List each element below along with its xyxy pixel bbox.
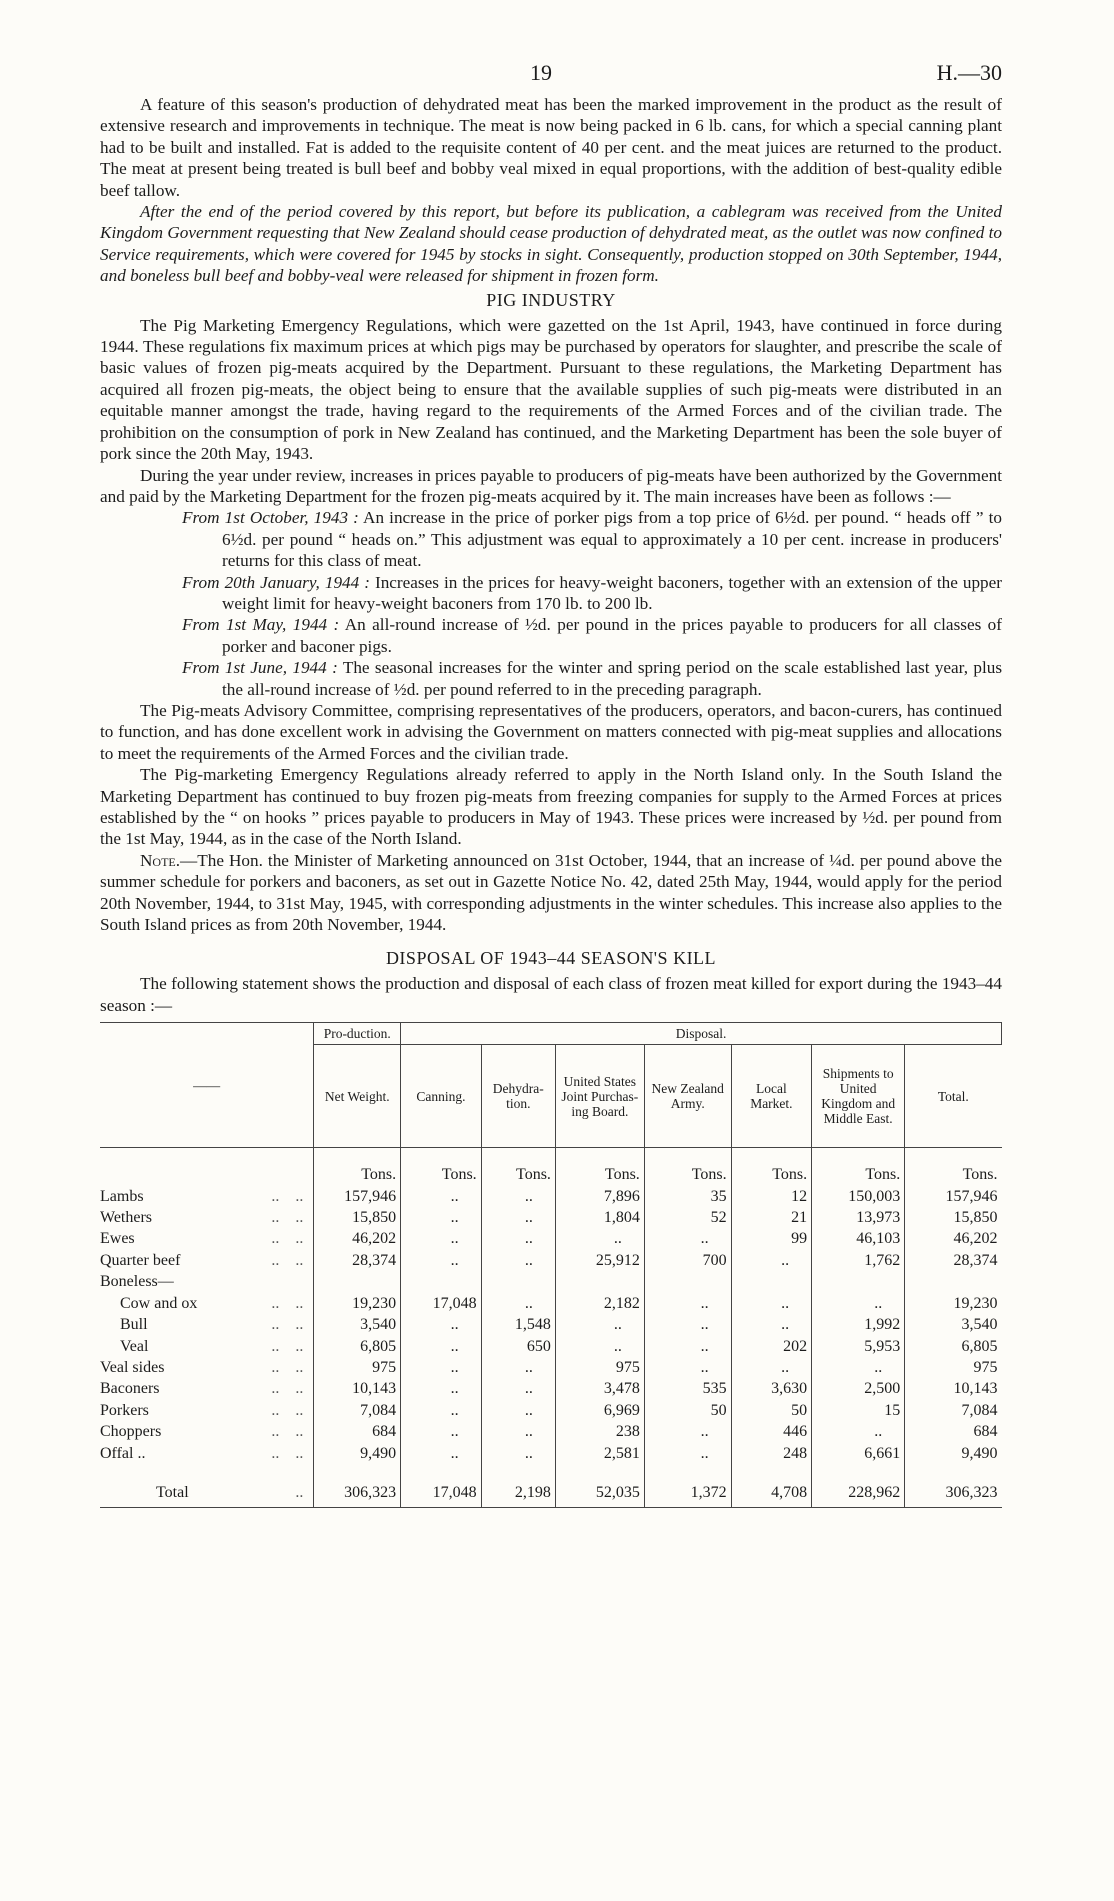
value-cell: 2,182 (555, 1293, 644, 1314)
value-cell: 52 (644, 1207, 731, 1228)
value-cell: 975 (314, 1357, 401, 1378)
increase-text: An increase in the price of porker pigs from a top price of 6½d. per pound. “ heads off ” to 6½d. per pound “ heads on.” This adjustment was equal to approximately a 10 per cent. increase in producers' returns for this class of meat. (222, 508, 1002, 571)
unit-cell: Tons. (905, 1148, 1002, 1186)
value-cell: 13,973 (812, 1207, 905, 1228)
value-cell: 19,230 (314, 1293, 401, 1314)
value-cell: 7,896 (555, 1186, 644, 1207)
document-page (100, 60, 1002, 1508)
row-label: Boneless— (100, 1273, 174, 1291)
note-label: Note. (140, 850, 181, 870)
value-cell: .. (644, 1228, 731, 1249)
value-cell: 150,003 (812, 1186, 905, 1207)
value-cell (314, 1271, 401, 1292)
table-row (100, 1378, 1002, 1399)
col-header-net-weight: Net Weight. (314, 1045, 401, 1148)
value-cell: 6,805 (314, 1336, 401, 1357)
value-cell: 17,048 (401, 1293, 482, 1314)
value-cell: 684 (314, 1421, 401, 1442)
table-row (100, 1336, 1002, 1357)
table-row (100, 1186, 1002, 1207)
page-number: 19 (530, 60, 552, 85)
row-label-cell (100, 1271, 314, 1292)
table-row (100, 1357, 1002, 1378)
leader-dots: .. .. (271, 1230, 304, 1248)
value-cell: 157,946 (314, 1186, 401, 1207)
value-cell: 446 (731, 1421, 812, 1442)
value-cell: .. (401, 1378, 482, 1399)
increase-item (182, 614, 1002, 657)
row-label-cell (100, 1186, 314, 1207)
value-cell: .. (812, 1357, 905, 1378)
leader-dots: .. .. (271, 1209, 304, 1227)
table-row (100, 1293, 1002, 1314)
value-cell: .. (401, 1186, 482, 1207)
row-label-cell (100, 1228, 314, 1249)
value-cell: .. (644, 1293, 731, 1314)
col-header-total: Total. (905, 1045, 1002, 1148)
increase-date: From 1st May, 1944 : (182, 615, 340, 635)
table-row (100, 1400, 1002, 1421)
value-cell: .. (481, 1186, 555, 1207)
row-label: Ewes (100, 1230, 135, 1248)
group-production: Pro-duction. (314, 1023, 401, 1045)
col-header-us-board: United States Joint Purchas-ing Board. (555, 1045, 644, 1148)
increase-item (182, 507, 1002, 571)
leader-dots: .. .. (271, 1316, 304, 1334)
group-disposal: Disposal. (401, 1023, 1002, 1045)
value-cell: .. (644, 1336, 731, 1357)
table-row (100, 1314, 1002, 1335)
value-cell: 28,374 (905, 1250, 1002, 1271)
row-label-cell (100, 1400, 314, 1421)
row-label: Veal (120, 1337, 149, 1355)
value-cell: 535 (644, 1378, 731, 1399)
value-cell: 3,540 (905, 1314, 1002, 1335)
col-header-canning: Canning. (401, 1045, 482, 1148)
value-cell: .. (481, 1250, 555, 1271)
value-cell: 306,323 (314, 1464, 401, 1508)
value-cell: .. (555, 1314, 644, 1335)
value-cell: 7,084 (314, 1400, 401, 1421)
row-label: Lambs (100, 1187, 144, 1205)
leader-dots: .. .. (271, 1423, 304, 1441)
value-cell: .. (644, 1314, 731, 1335)
value-cell: .. (401, 1228, 482, 1249)
paragraph-price-increases: During the year under review, increases in prices payable to producers of pig-meats have been authorized by the Government and paid by the Marketing Department for the frozen pig-meats acquired by it. The main increases have been as follows :— (100, 465, 1002, 506)
value-cell: 228,962 (812, 1464, 905, 1508)
value-cell: 157,946 (905, 1186, 1002, 1207)
row-label-cell (100, 1314, 314, 1335)
increase-date: From 1st October, 1943 : (182, 508, 359, 528)
value-cell: 6,805 (905, 1336, 1002, 1357)
document-reference: H.—30 (936, 60, 1002, 85)
value-cell: 46,202 (314, 1228, 401, 1249)
value-cell: 7,084 (905, 1400, 1002, 1421)
value-cell: 15,850 (905, 1207, 1002, 1228)
value-cell: 238 (555, 1421, 644, 1442)
row-label-cell (100, 1464, 314, 1508)
heading-disposal: DISPOSAL OF 1943–44 SEASON'S KILL (385, 948, 717, 969)
value-cell: 3,540 (314, 1314, 401, 1335)
row-label: Veal sides (100, 1358, 165, 1376)
value-cell: 700 (644, 1250, 731, 1271)
value-cell: .. (481, 1357, 555, 1378)
increase-date: From 20th January, 1944 : (182, 572, 370, 592)
value-cell: .. (481, 1378, 555, 1399)
page-header (100, 60, 1002, 94)
leader-dots: .. .. (271, 1380, 304, 1398)
note-text: —The Hon. the Minister of Marketing announced on 31st October, 1944, that an increase of ¼d. per pound above the summer schedule for porkers and baconers, as set out in Gazette Notice No. 42, dated 25th May, 1944, would apply for the period 20th November, 1944, to 31st May, 1945, with corresponding adjustments in the winter schedules. This increase also applies to the South Island prices as from 20th November, 1944. (100, 850, 1002, 935)
leader-dots: .. .. (271, 1401, 304, 1419)
paragraph-advisory-committee: The Pig-meats Advisory Committee, comprising representatives of the producers, operators, and bacon-curers, has continued to function, and has done excellent work in advising the Government on matters connected with pig-meat supplies and allocations to meet the requirements of the Armed Forces and the civilian trade. (100, 700, 1002, 763)
leader-dots: .. .. (271, 1358, 304, 1376)
total-row (100, 1464, 1002, 1508)
leader-dots: .. (295, 1483, 304, 1501)
row-label-cell (100, 1443, 314, 1464)
value-cell: 50 (731, 1400, 812, 1421)
value-cell: 1,804 (555, 1207, 644, 1228)
value-cell: 202 (731, 1336, 812, 1357)
table-row (100, 1271, 1002, 1292)
row-label-cell (100, 1421, 314, 1442)
increase-text: The seasonal increases for the winter and spring period on the scale established last year, plus the all-round increase of ½d. per pound referred to in the preceding paragraph. (222, 658, 1003, 699)
value-cell: .. (731, 1250, 812, 1271)
value-cell: .. (401, 1207, 482, 1228)
leader-dots: .. .. (271, 1294, 304, 1312)
value-cell: 650 (481, 1336, 555, 1357)
table-body (100, 1148, 1002, 1508)
value-cell: .. (644, 1443, 731, 1464)
leader-dots: .. .. (271, 1444, 304, 1462)
value-cell: .. (401, 1357, 482, 1378)
row-label: Offal .. (100, 1444, 146, 1462)
value-cell: 10,143 (314, 1378, 401, 1399)
value-cell: .. (644, 1357, 731, 1378)
row-label-cell (100, 1250, 314, 1271)
value-cell: .. (812, 1293, 905, 1314)
value-cell: 19,230 (905, 1293, 1002, 1314)
row-label-cell (100, 1207, 314, 1228)
value-cell: 4,708 (731, 1464, 812, 1508)
row-label: Baconers (100, 1380, 160, 1398)
value-cell: 52,035 (555, 1464, 644, 1508)
value-cell: .. (481, 1293, 555, 1314)
value-cell: 248 (731, 1443, 812, 1464)
value-cell: 1,372 (644, 1464, 731, 1508)
value-cell (812, 1271, 905, 1292)
value-cell: 28,374 (314, 1250, 401, 1271)
value-cell: .. (481, 1207, 555, 1228)
table-row (100, 1421, 1002, 1442)
value-cell: 3,478 (555, 1378, 644, 1399)
units-row (100, 1148, 1002, 1186)
value-cell: .. (555, 1336, 644, 1357)
value-cell: 46,103 (812, 1228, 905, 1249)
value-cell: 6,661 (812, 1443, 905, 1464)
unit-cell: Tons. (481, 1148, 555, 1186)
value-cell: 35 (644, 1186, 731, 1207)
table-corner: —— (100, 1023, 314, 1148)
row-label-cell (100, 1378, 314, 1399)
paragraph-cablegram: After the end of the period covered by this report, but before its publication, a cablegram was received from the United Kingdom Government requesting that New Zealand should cease production of dehydrated meat, as the outlet was now confined to Service requirements, which were covered for 1945 by stocks in sight. Consequently, production stopped on 30th September, 1944, and boneless bull beef and bobby-veal were released for shipment in frozen form. (100, 202, 1002, 286)
value-cell: .. (481, 1443, 555, 1464)
value-cell: 3,630 (731, 1378, 812, 1399)
value-cell: 975 (905, 1357, 1002, 1378)
row-label: Bull (120, 1316, 148, 1334)
col-header-nz-army: New Zealand Army. (644, 1045, 731, 1148)
value-cell: 975 (555, 1357, 644, 1378)
row-label: Porkers (100, 1401, 149, 1419)
value-cell (401, 1271, 482, 1292)
value-cell: .. (401, 1421, 482, 1442)
unit-cell: Tons. (314, 1148, 401, 1186)
unit-cell: Tons. (401, 1148, 482, 1186)
paragraph-south-island: The Pig-marketing Emergency Regulations already referred to apply in the North Island only. In the South Island the Marketing Department has continued to buy frozen pig-meats from freezing companies for supply to the Armed Forces at prices established by the “ on hooks ” prices payable to producers in May of 1943. These prices were increased by ½d. per pound from the 1st May, 1944, as in the case of the North Island. (100, 765, 1002, 849)
value-cell: 1,992 (812, 1314, 905, 1335)
value-cell: 5,953 (812, 1336, 905, 1357)
value-cell: .. (555, 1228, 644, 1249)
heading-pig-industry: PIG INDUSTRY (486, 289, 616, 310)
row-label-cell (100, 1293, 314, 1314)
table-row (100, 1228, 1002, 1249)
unit-cell: Tons. (644, 1148, 731, 1186)
value-cell: 2,581 (555, 1443, 644, 1464)
value-cell: 306,323 (905, 1464, 1002, 1508)
table-row (100, 1250, 1002, 1271)
value-cell: 2,198 (481, 1464, 555, 1508)
value-cell: .. (481, 1421, 555, 1442)
value-cell: .. (481, 1228, 555, 1249)
row-label: Total (156, 1483, 189, 1501)
value-cell: 10,143 (905, 1378, 1002, 1399)
increase-date: From 1st June, 1944 : (182, 658, 338, 678)
leader-dots: .. .. (271, 1187, 304, 1205)
value-cell: 99 (731, 1228, 812, 1249)
value-cell: 684 (905, 1421, 1002, 1442)
leader-dots: .. .. (271, 1337, 304, 1355)
value-cell (555, 1271, 644, 1292)
leader-dots: .. .. (271, 1251, 304, 1269)
value-cell: 46,202 (905, 1228, 1002, 1249)
value-cell: 15 (812, 1400, 905, 1421)
value-cell (644, 1271, 731, 1292)
row-label: Wethers (100, 1209, 153, 1227)
value-cell: 9,490 (905, 1443, 1002, 1464)
paragraph-pig-regulations: The Pig Marketing Emergency Regulations, which were gazetted on the 1st April, 1943, have continued in force during 1944. These regulations fix maximum prices at which pigs may be purchased by operators for slaughter, and prescribe the scale of basic values of frozen pig-meats acquired by the Department. Pursuant to these regulations, the Marketing Department has acquired all frozen pig-meats, the object being to ensure that the available supplies of such pig-meats were distributed in an equitable manner amongst the trade, having regard to the requirements of the Armed Forces and of the civilian trade. The prohibition on the consumption of pork in New Zealand has continued, and the Marketing Department has been the sole buyer of pork since the 20th May, 1943. (100, 315, 1002, 464)
unit-cell: Tons. (731, 1148, 812, 1186)
row-label: Quarter beef (100, 1251, 181, 1269)
value-cell: 12 (731, 1186, 812, 1207)
increase-text: An all-round increase of ½d. per pound in the prices payable to producers for all classes of porker and baconer pigs. (222, 615, 1002, 656)
paragraph-dehydrated-meat: A feature of this season's production of dehydrated meat has been the marked improvement in the product as the result of extensive research and improvements in technique. The meat is now being packed in 6 lb. cans, for which a special canning plant had to be built and installed. Fat is added to the requisite content of 40 per cent. and the meat juices are returned to the product. The meat at present being treated is bull beef and bobby veal mixed in equal proportions, with the addition of best-quality edible beef tallow. (100, 95, 1002, 200)
value-cell: .. (401, 1443, 482, 1464)
table-row (100, 1207, 1002, 1228)
table-row (100, 1443, 1002, 1464)
value-cell (731, 1271, 812, 1292)
unit-cell: Tons. (812, 1148, 905, 1186)
value-cell: .. (401, 1336, 482, 1357)
value-cell: 9,490 (314, 1443, 401, 1464)
value-cell: 25,912 (555, 1250, 644, 1271)
value-cell: .. (644, 1421, 731, 1442)
unit-cell: Tons. (555, 1148, 644, 1186)
value-cell: 15,850 (314, 1207, 401, 1228)
row-label-cell (100, 1357, 314, 1378)
value-cell: .. (401, 1250, 482, 1271)
increase-item (182, 657, 1002, 700)
value-cell (905, 1271, 1002, 1292)
col-header-local-market: Local Market. (731, 1045, 812, 1148)
col-header-dehydration: Dehydra-tion. (481, 1045, 555, 1148)
value-cell: .. (401, 1400, 482, 1421)
value-cell: 21 (731, 1207, 812, 1228)
paragraph-note (100, 850, 1002, 936)
row-label: Cow and ox (120, 1294, 198, 1312)
value-cell: .. (731, 1293, 812, 1314)
row-label: Choppers (100, 1423, 162, 1441)
value-cell: .. (812, 1421, 905, 1442)
value-cell: .. (731, 1357, 812, 1378)
value-cell: 1,762 (812, 1250, 905, 1271)
value-cell: .. (401, 1314, 482, 1335)
paragraph-statement-intro: The following statement shows the production and disposal of each class of frozen meat killed for export during the 1943–44 season :— (100, 974, 1002, 1015)
value-cell: 1,548 (481, 1314, 555, 1335)
disposal-table (100, 1022, 1002, 1508)
value-cell: 50 (644, 1400, 731, 1421)
increase-text: Increases in the prices for heavy-weight baconers, together with an extension of the upper weight limit for heavy-weight baconers from 170 lb. to 200 lb. (222, 572, 1002, 613)
col-header-shipments: Shipments to United Kingdom and Middle East. (812, 1045, 905, 1148)
increase-item (182, 572, 1002, 615)
value-cell: 17,048 (401, 1464, 482, 1508)
row-label-cell (100, 1336, 314, 1357)
value-cell: 2,500 (812, 1378, 905, 1399)
value-cell (481, 1271, 555, 1292)
value-cell: .. (481, 1400, 555, 1421)
value-cell: 6,969 (555, 1400, 644, 1421)
value-cell: .. (731, 1314, 812, 1335)
